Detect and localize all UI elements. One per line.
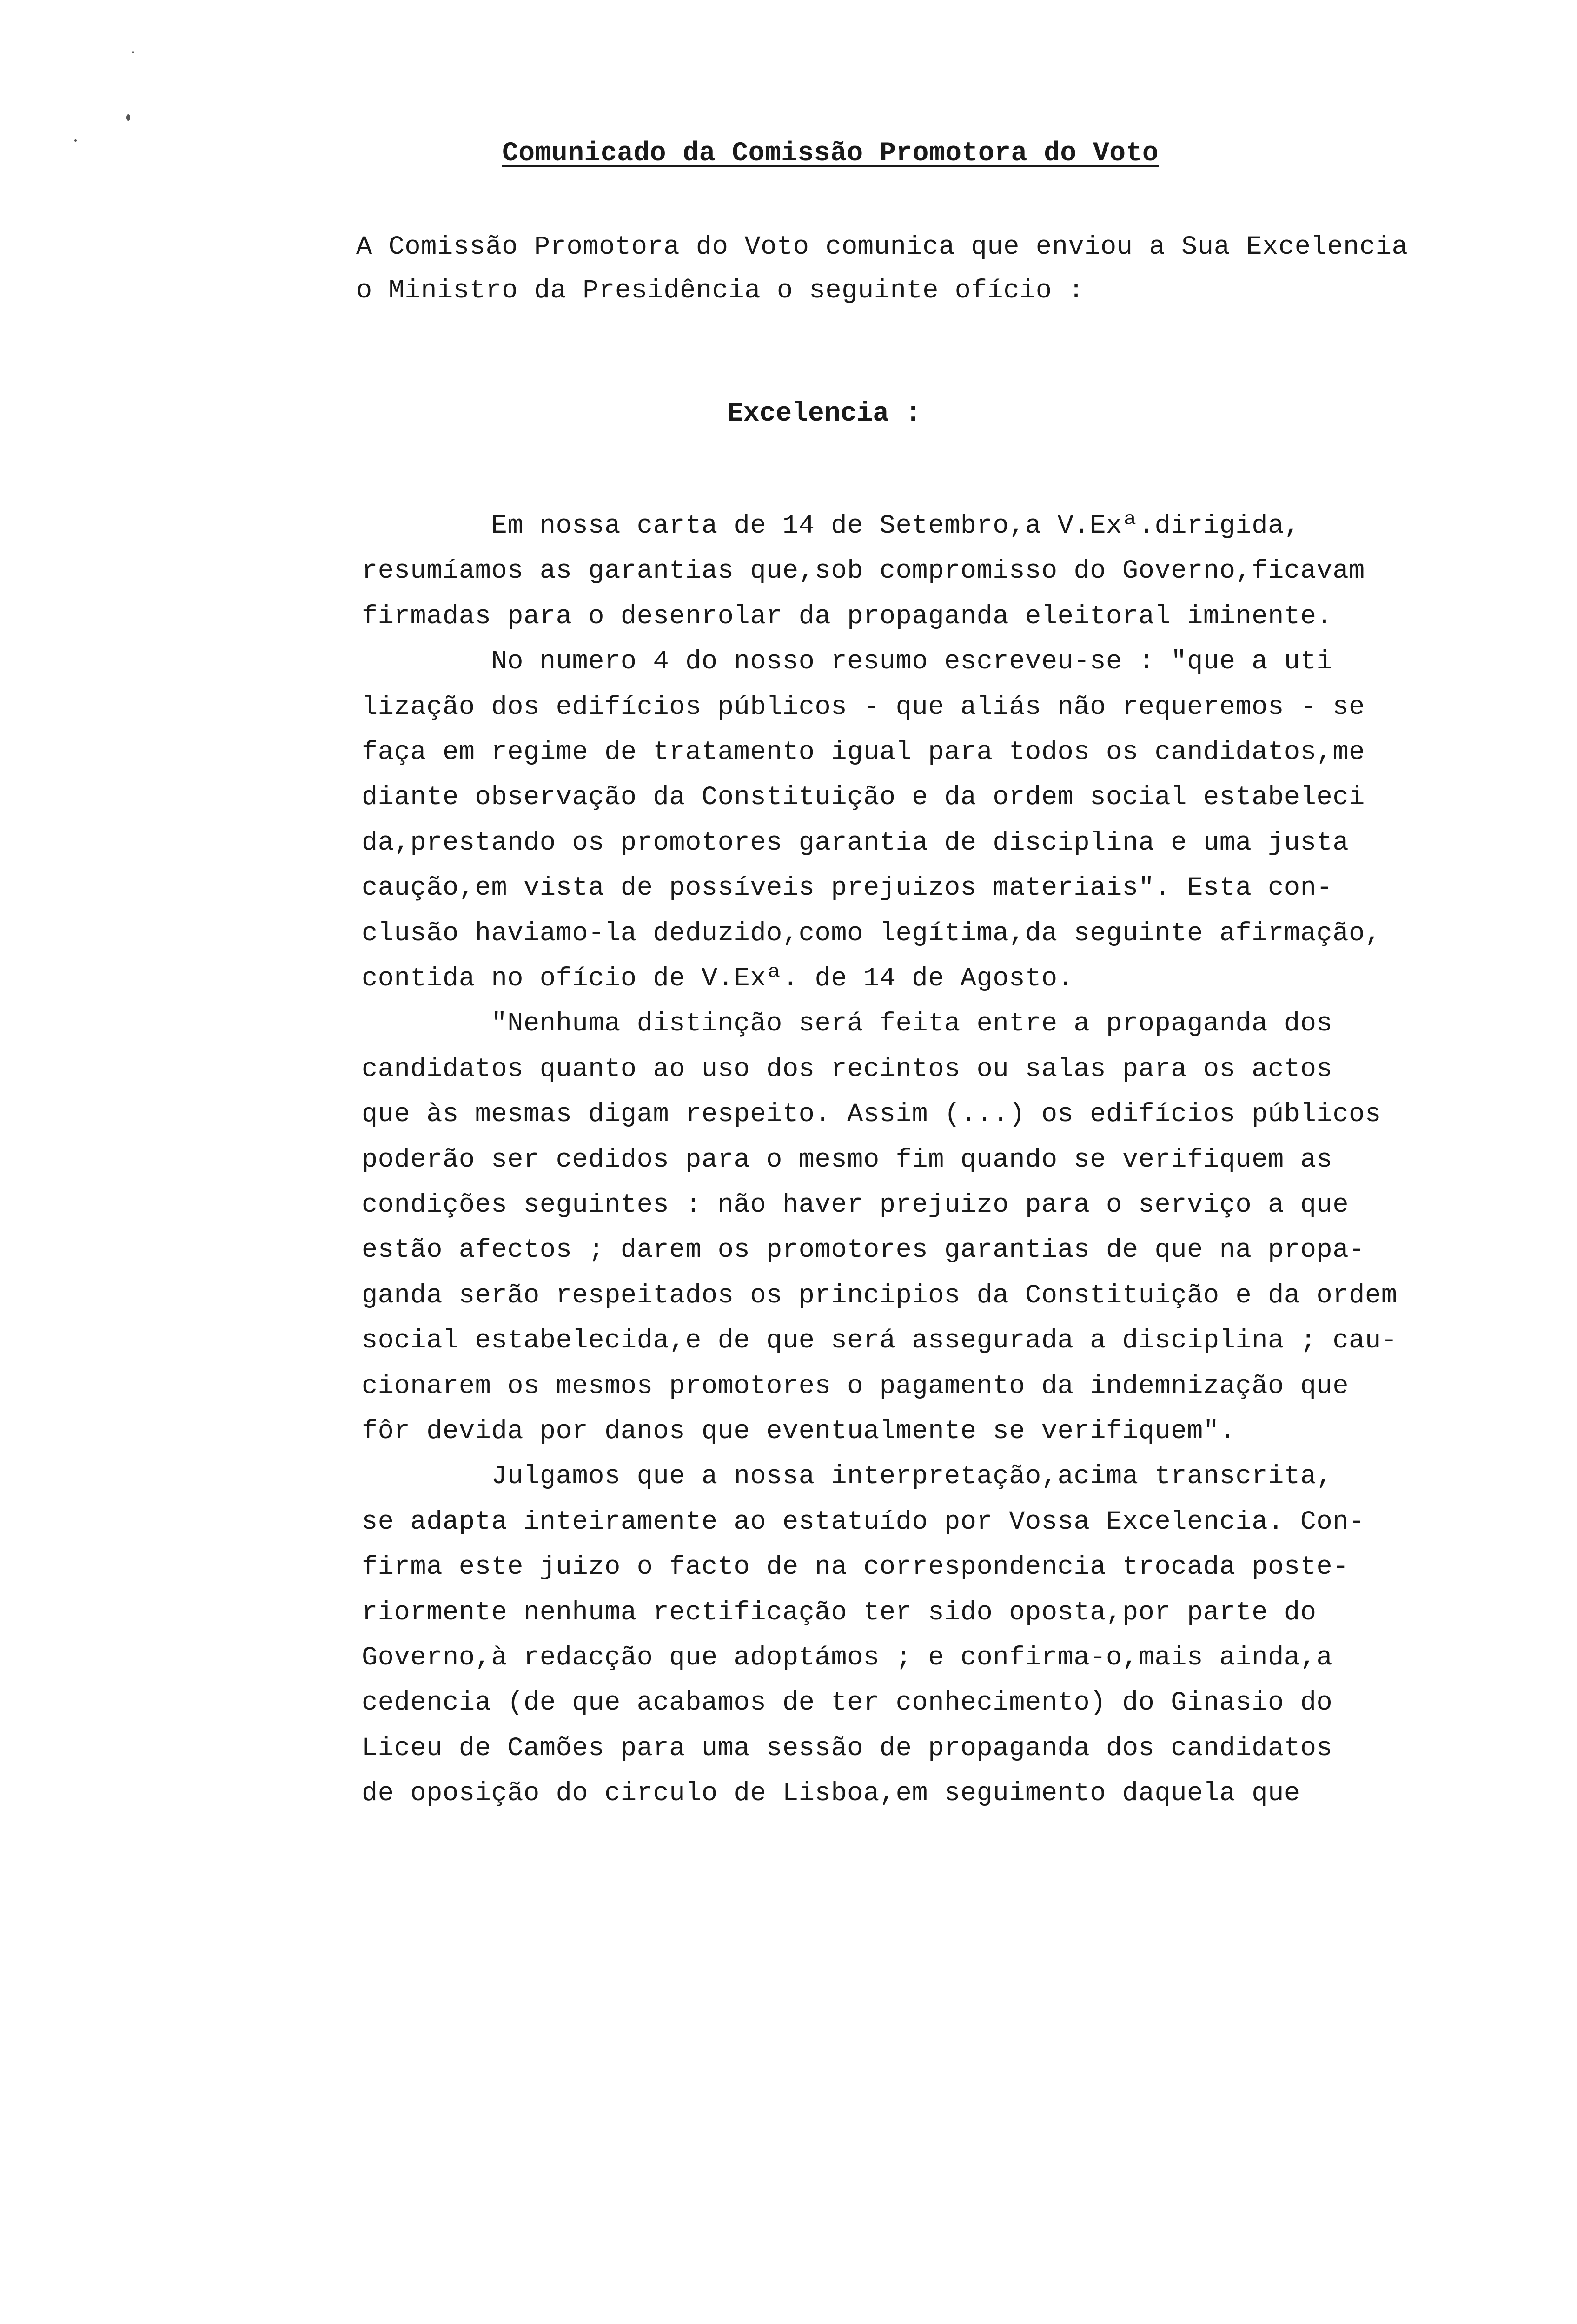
body-line: No numero 4 do nosso resumo escreveu-se : "que a uti [362,647,1333,677]
body-line: riormente nenhuma rectificação ter sido oposta,por parte do [362,1598,1317,1628]
scan-speck [132,51,134,53]
body-line: firma este juizo o facto de na correspondencia trocada poste- [362,1552,1349,1583]
body-line: contida no ofício de V.Exª. de 14 de Agosto. [362,964,1074,994]
body-line: cionarem os mesmos promotores o pagamento da indemnização que [362,1371,1349,1401]
body-line: Em nossa carta de 14 de Setembro,a V.Exª.dirigida, [362,511,1300,541]
body-line: cedencia (de que acabamos de ter conhecimento) do Ginasio do [362,1688,1333,1718]
body-line: Julgamos que a nossa interpretação,acima transcrita, [362,1462,1333,1492]
body-line: da,prestando os promotores garantia de disciplina e uma justa [362,828,1349,858]
body-line: poderão ser cedidos para o mesmo fim quando se verifiquem as [362,1145,1333,1175]
body-line: condições seguintes : não haver prejuizo para o serviço a que [362,1190,1349,1220]
intro-line: A Comissão Promotora do Voto comunica que enviou a Sua Excelencia [356,232,1408,262]
body-line: faça em regime de tratamento igual para todos os candidatos,me [362,738,1365,767]
body-line: ganda serão respeitados os principios da Constituição e da ordem [362,1281,1398,1311]
body-line: estão afectos ; darem os promotores garantias de que na propa- [362,1235,1365,1266]
body-line: social estabelecida,e de que será assegurada a disciplina ; cau- [362,1326,1398,1356]
body-line: clusão haviamo-la deduzido,como legítima,da seguinte afirmação, [362,918,1381,949]
body-line: caução,em vista de possíveis prejuizos materiais". Esta con- [362,873,1333,904]
body-line: firmadas para o desenrolar da propaganda eleitoral iminente. [362,601,1333,632]
body-line: lização dos edifícios públicos - que aliás não requeremos - se [362,692,1365,722]
body-line: que às mesmas digam respeito. Assim (...) os edifícios públicos [362,1100,1381,1130]
document-title: Comunicado da Comissão Promotora do Voto [502,139,1159,169]
greeting: Excelencia : [727,399,921,429]
scan-speck [126,114,130,121]
body-line: diante observação da Constituição e da ordem social estabeleci [362,783,1365,813]
body-line: "Nenhuma distinção será feita entre a propaganda dos [362,1009,1333,1039]
body-line: resumíamos as garantias que,sob compromisso do Governo,ficavam [362,556,1365,587]
body-line: fôr devida por danos que eventualmente se verifiquem". [362,1417,1236,1446]
scan-speck [74,139,77,142]
intro-line: o Ministro da Presidência o seguinte ofício : [356,276,1085,306]
body-line: Liceu de Camões para uma sessão de propaganda dos candidatos [362,1733,1333,1763]
body-line: candidatos quanto ao uso dos recintos ou salas para os actos [362,1054,1333,1084]
body-line: Governo,à redacção que adoptámos ; e confirma-o,mais ainda,a [362,1643,1333,1673]
body-line: se adapta inteiramente ao estatuído por Vossa Excelencia. Con- [362,1507,1365,1537]
body-line: de oposição do circulo de Lisboa,em seguimento daquela que [362,1779,1300,1809]
